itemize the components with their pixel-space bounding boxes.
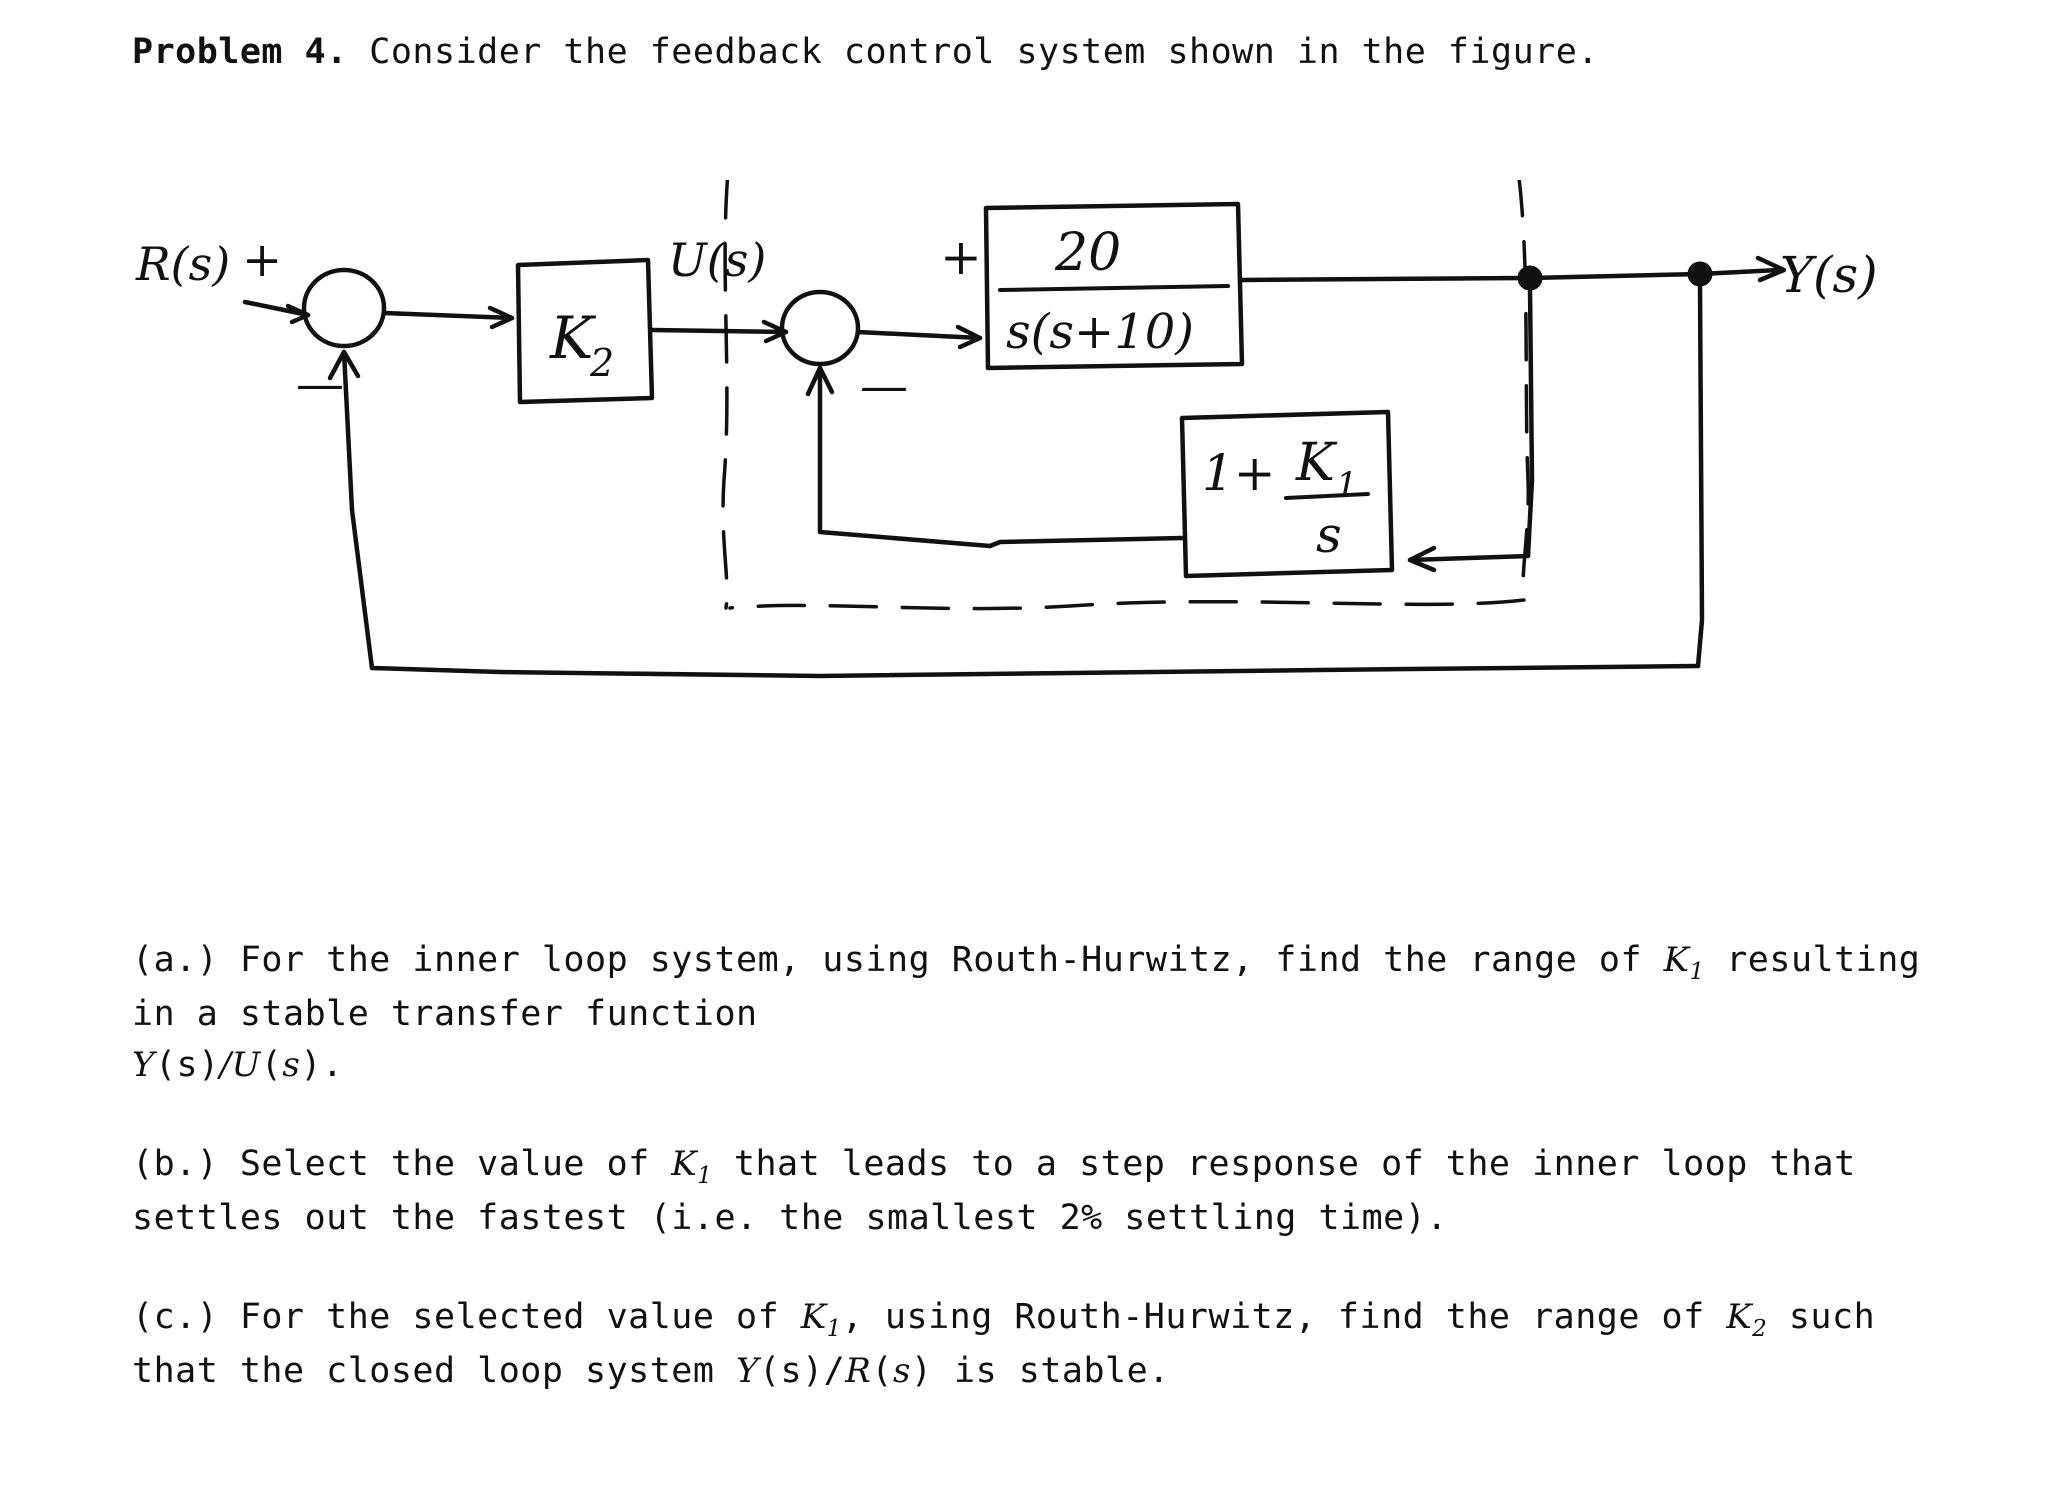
label-input-rs: R(s) xyxy=(136,237,231,291)
block-diagram-figure xyxy=(120,180,1970,870)
question-c: (c.) For the selected value of $K_1$, using Routh-Hurwitz, find the range of $K_2$ such that the closed loop system Y(s)/R(s) is stable. xyxy=(132,1296,1876,1391)
label-block-k2-sub: 2 xyxy=(590,341,615,385)
label-feedback-s: s xyxy=(1316,506,1342,564)
label-feedback-one-plus: 1+ xyxy=(1202,444,1276,502)
question-b: (b.) Select the value of $K_1$ that leads to a step response of the inner loop that settles out the fastest (i.e. the smallest 2% settling time). xyxy=(132,1143,1856,1238)
label-output-ys: Y(s) xyxy=(1780,246,1878,304)
label-signal-us: U(s) xyxy=(668,233,767,287)
label-feedback-k1: K xyxy=(1296,433,1335,493)
questions-list xyxy=(132,935,1962,1396)
problem-label: Problem 4. xyxy=(132,32,348,72)
label-inner-plus: + xyxy=(940,228,982,286)
label-plant-denominator: s(s+10) xyxy=(1006,304,1195,360)
label-feedback-k1-sub: 1 xyxy=(1336,465,1358,505)
label-input-minus: — xyxy=(296,356,344,412)
label-plant-numerator: 20 xyxy=(1055,223,1122,283)
problem-heading xyxy=(132,28,1932,78)
problem-statement: Consider the feedback control system shown in the figure. xyxy=(347,32,1599,72)
question-a: (a.) For the inner loop system, using Routh-Hurwitz, find the range of $K_1$ resulting in a stable transfer function Y(s)/U(s). xyxy=(132,940,1921,1085)
label-inner-minus: — xyxy=(860,358,908,414)
label-input-plus: + xyxy=(242,232,283,288)
label-block-k2: K xyxy=(550,304,594,372)
